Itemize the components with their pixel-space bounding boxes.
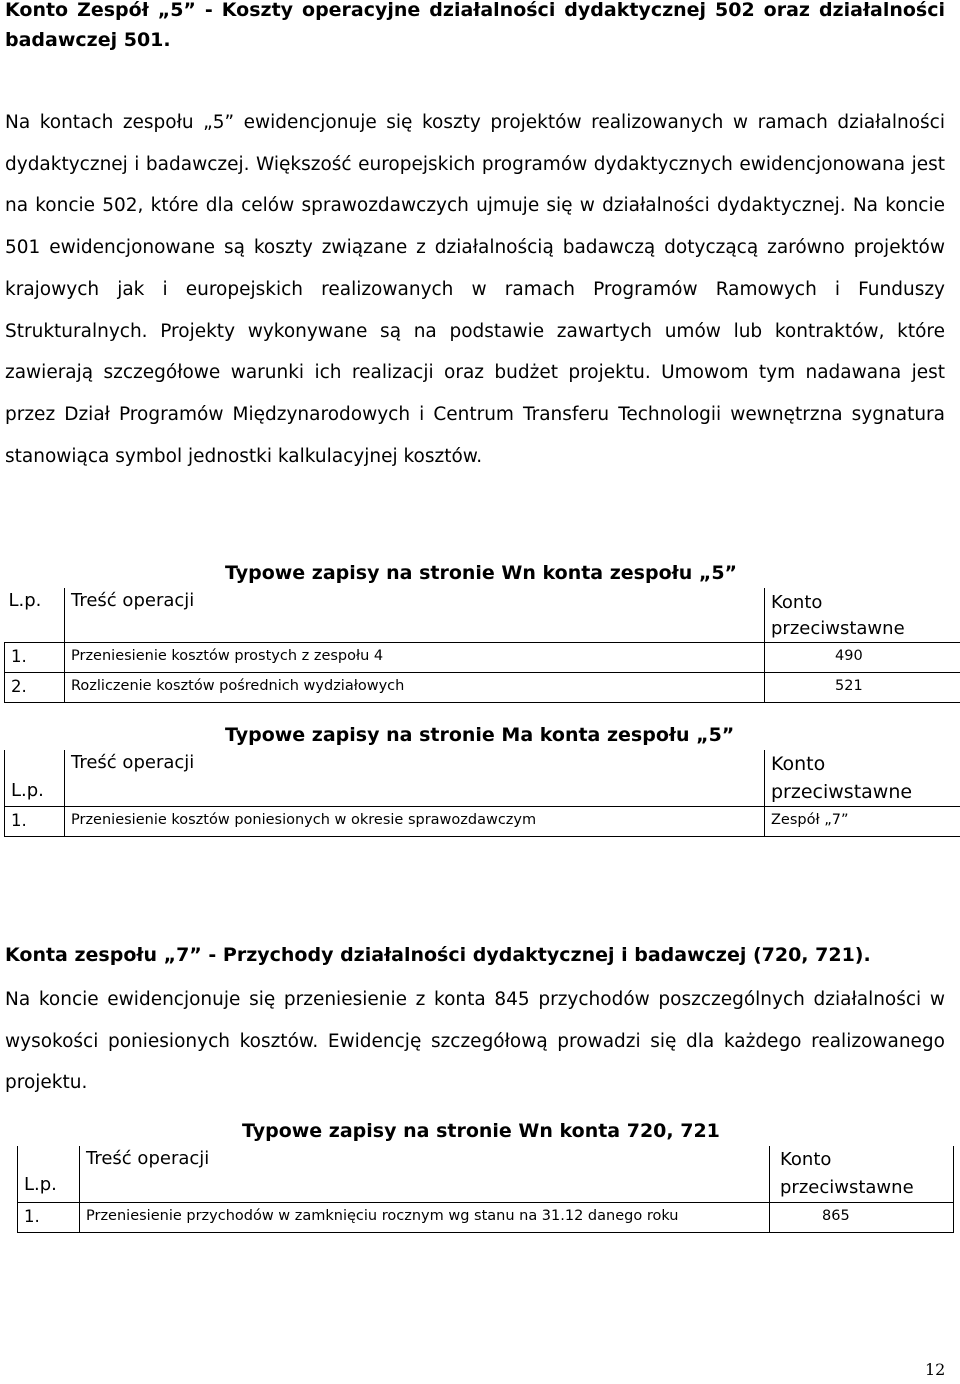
row-tresc: Przeniesienie kosztów prostych z zespołu 4 bbox=[65, 643, 765, 673]
table-3-title: Typowe zapisy na stronie Wn konta 720, 721 bbox=[242, 1120, 720, 1142]
table-row bbox=[5, 673, 960, 703]
table-row bbox=[5, 807, 960, 837]
table-header-row bbox=[5, 588, 960, 643]
row-konto: 865 bbox=[770, 1203, 954, 1233]
row-lp: 1. bbox=[5, 807, 65, 837]
row-lp: 1. bbox=[18, 1203, 80, 1233]
table-2-title: Typowe zapisy na stronie Ma konta zespołu „5” bbox=[225, 724, 735, 746]
row-konto: 521 bbox=[765, 673, 960, 703]
row-tresc: Przeniesienie przychodów w zamknięciu rocznym wg stanu na 31.12 danego roku bbox=[80, 1203, 770, 1233]
table-1-title: Typowe zapisy na stronie Wn konta zespołu „5” bbox=[225, 562, 738, 584]
row-konto: 490 bbox=[765, 643, 960, 673]
lp-header: L.p. bbox=[5, 588, 65, 643]
tresc-header: Treść operacji bbox=[65, 588, 765, 643]
section-5-paragraph: Na kontach zespołu „5” ewidencjonuje się koszty projektów realizowanych w ramach działalności dydaktycznej i badawczej. Większość europejskich programów dydaktycznych ewidencjonowana jest na koncie 502, które dla celów sprawozdawczych ujmuje się w działalności dydaktycznej. Na koncie 501 ewidencjonowane są koszty związane z działalnością badawczą dotyczącą zarówno projektów krajowych jak i europejskich realizowanych w ramach Programów Ramowych i Funduszy Strukturalnych. Projekty wykonywane są na podstawie zawartych umów lub kontraktów, które zawierają szczegółowe warunki ich realizacji oraz budżet projektu. Umowom tym nadawana jest przez Dział Programów Międzynarodowych i Centrum Transferu Technologii wewnętrzna sygnatura stanowiąca symbol jednostki kalkulacyjnej kosztów. bbox=[5, 112, 945, 467]
section-7-heading: Konta zespołu „7” - Przychody działalności dydaktycznej i badawczej (720, 721). bbox=[5, 944, 871, 966]
table-header-row bbox=[18, 1146, 954, 1203]
row-tresc: Przeniesienie kosztów poniesionych w okresie sprawozdawczym bbox=[65, 807, 765, 837]
konto-header: Konto przeciwstawne bbox=[765, 588, 960, 643]
row-lp: 2. bbox=[5, 673, 65, 703]
section-5-heading: Konto Zespół „5” - Koszty operacyjne działalności dydaktycznej 502 oraz działalności badawczej 501. bbox=[5, 0, 945, 51]
table-1 bbox=[4, 588, 960, 703]
konto-header: Konto przeciwstawne bbox=[765, 750, 960, 807]
tresc-header: Treść operacji bbox=[80, 1146, 770, 1203]
table-header-row bbox=[5, 750, 960, 807]
row-tresc: Rozliczenie kosztów pośrednich wydziałowych bbox=[65, 673, 765, 703]
section-7-paragraph: Na koncie ewidencjonuje się przeniesienie z konta 845 przychodów poszczególnych działalności w wysokości poniesionych kosztów. Ewidencję szczegółową prowadzi się dla każdego realizowanego projektu. bbox=[5, 989, 945, 1094]
lp-header: L.p. bbox=[18, 1146, 80, 1203]
table-3 bbox=[17, 1146, 954, 1233]
konto-header: Konto przeciwstawne bbox=[770, 1146, 954, 1203]
table-row bbox=[5, 643, 960, 673]
table-row bbox=[18, 1203, 954, 1233]
row-lp: 1. bbox=[5, 643, 65, 673]
row-konto: Zespół „7” bbox=[765, 807, 960, 837]
tresc-header: Treść operacji bbox=[65, 750, 765, 807]
table-2 bbox=[4, 750, 960, 837]
lp-header: L.p. bbox=[5, 750, 65, 807]
page-number: 12 bbox=[925, 1360, 946, 1379]
